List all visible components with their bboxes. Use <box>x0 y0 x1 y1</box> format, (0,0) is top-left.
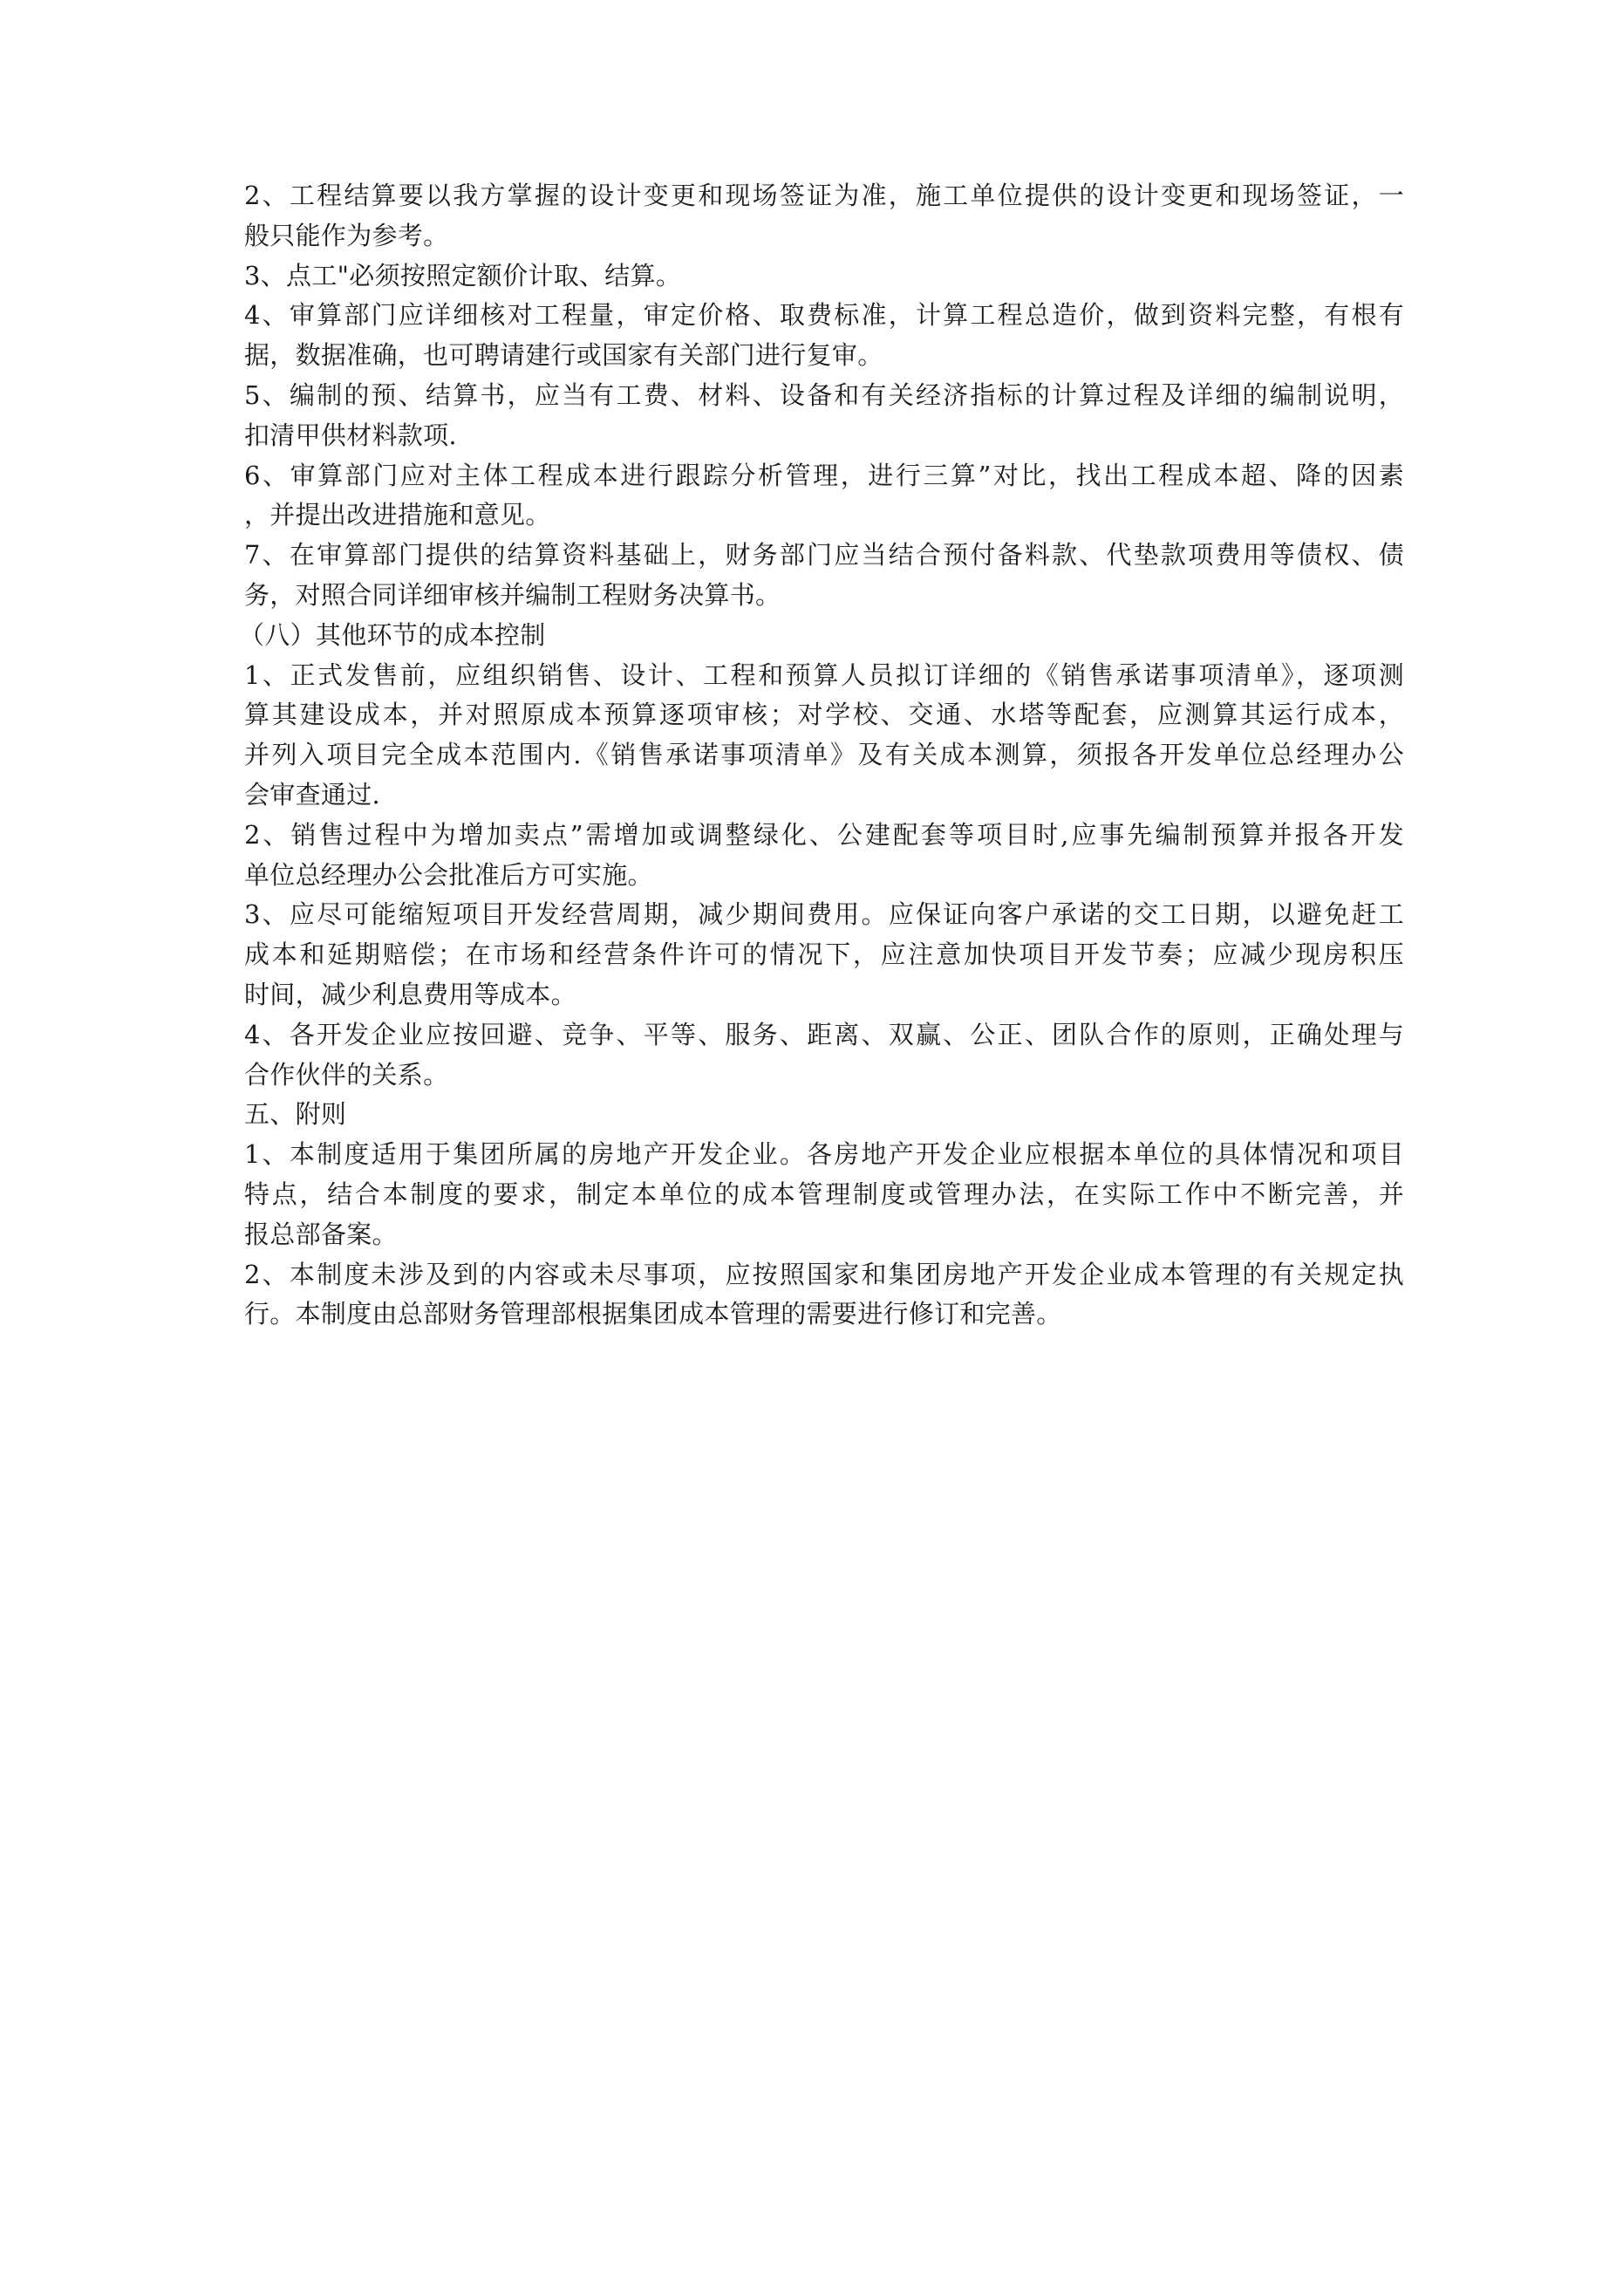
section-heading-8: （八）其他环节的成本控制 <box>239 619 546 650</box>
text-line-28: 2、本制度未涉及到的内容或未尽事项，应按照国家和集团房地产开发企业成本管理的有关规定执 <box>244 1259 1404 1289</box>
text-line-17: 2、销售过程中为增加卖点”需增加或调整绿化、公建配套等项目时,应事先编制预算并报各开发 <box>244 819 1404 850</box>
text-line-21: 时间，减少利息费用等成本。 <box>244 979 576 1009</box>
text-line-7: 扣清甲供材料款项. <box>244 420 457 450</box>
text-line-22: 4、各开发企业应按回避、竞争、平等、服务、距离、双赢、公正、团队合作的原则，正确处理与 <box>244 1019 1404 1049</box>
text-line-20: 成本和延期赔偿；在市场和经营条件许可的情况下，应注意加快项目开发节奏；应减少现房积压 <box>244 940 1404 970</box>
text-line-14: 算其建设成本，并对照原成本预算逐项审核；对学校、交通、水塔等配套，应测算其运行成本， <box>244 700 1404 730</box>
text-line-25: 1、本制度适用于集团所属的房地产开发企业。各房地产开发企业应根据本单位的具体情况和项目 <box>244 1139 1404 1170</box>
text-line-18: 单位总经理办公会批准后方可实施。 <box>244 859 653 890</box>
text-line-5: 据，数据准确，也可聘请建行或国家有关部门进行复审。 <box>244 340 883 371</box>
text-line-3: 3、点工"必须按照定额价计取、结算。 <box>244 260 682 290</box>
text-line-8: 6、审算部门应对主体工程成本进行跟踪分析管理，进行三算”对比，找出工程成本超、降的因素 <box>244 460 1404 490</box>
text-line-26: 特点，结合本制度的要求，制定本单位的成本管理制度或管理办法，在实际工作中不断完善，并 <box>244 1179 1404 1209</box>
text-line-2: 般只能作为参考。 <box>244 220 449 250</box>
text-line-16: 会审查通过. <box>244 779 381 810</box>
text-line-6: 5、编制的预、结算书，应当有工费、材料、设备和有关经济指标的计算过程及详细的编制说明， <box>244 379 1404 410</box>
text-line-15: 并列入项目完全成本范围内.《销售承诺事项清单》及有关成本测算，须报各开发单位总经理办公 <box>244 740 1404 770</box>
text-line-19: 3、应尽可能缩短项目开发经营周期，减少期间费用。应保证向客户承诺的交工日期，以避免赶工 <box>244 899 1404 930</box>
text-line-4: 4、审算部门应详细核对工程量，审定价格、取费标准，计算工程总造价，做到资料完整，有根有 <box>244 300 1404 331</box>
text-line-1: 2、工程结算要以我方掌握的设计变更和现场签证为准，施工单位提供的设计变更和现场签证，一 <box>244 181 1404 210</box>
document-body <box>239 176 1404 1335</box>
text-line-11: 务，对照合同详细审核并编制工程财务决算书。 <box>244 579 781 610</box>
text-line-9: ，并提出改进措施和意见。 <box>244 500 551 530</box>
section-heading-5: 五、附则 <box>244 1099 347 1130</box>
text-line-13: 1、正式发售前，应组织销售、设计、工程和预算人员拟订详细的《销售承诺事项清单》，逐项测 <box>244 659 1404 690</box>
text-line-29: 行。本制度由总部财务管理部根据集团成本管理的需要进行修订和完善。 <box>244 1299 1062 1329</box>
text-line-10: 7、在审算部门提供的结算资料基础上，财务部门应当结合预付备料款、代垫款项费用等债权、债 <box>244 540 1404 571</box>
text-line-23: 合作伙伴的关系。 <box>244 1059 449 1090</box>
text-line-27: 报总部备案。 <box>244 1219 398 1249</box>
